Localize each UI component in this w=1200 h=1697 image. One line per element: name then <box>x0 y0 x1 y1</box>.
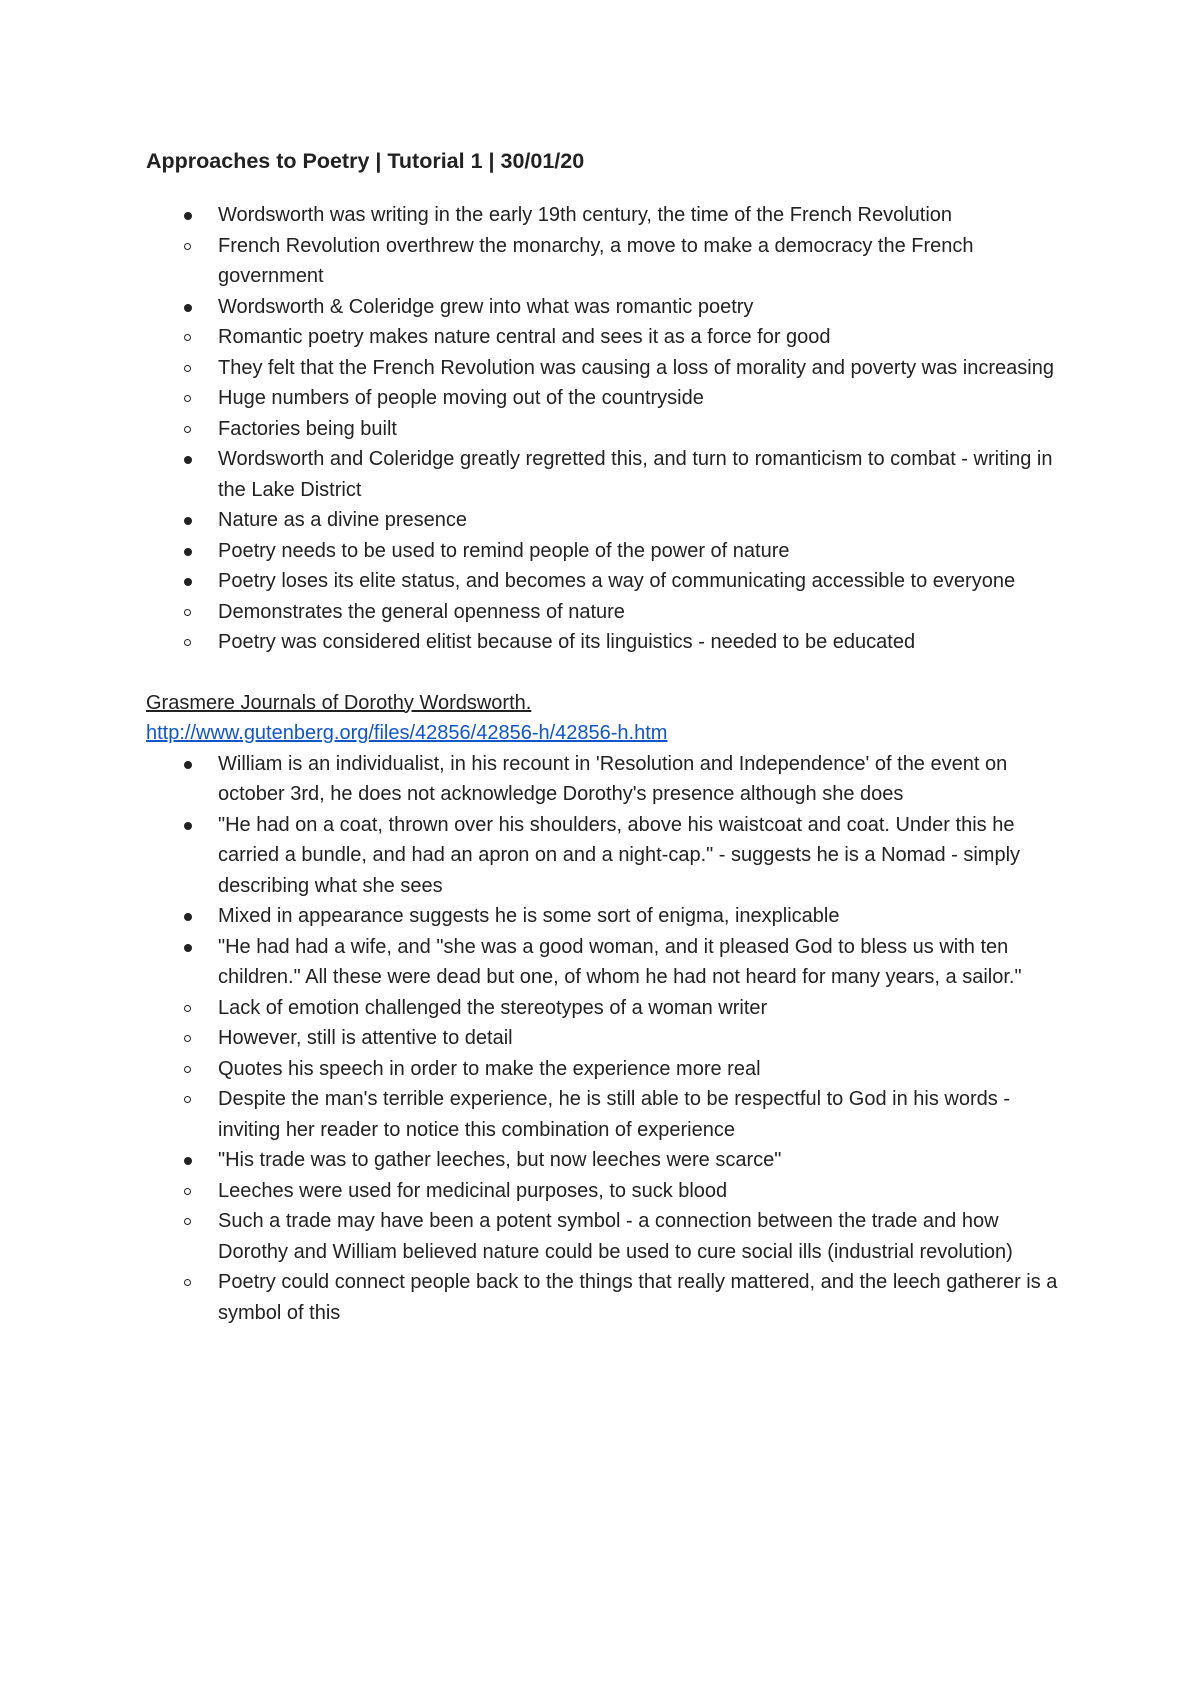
hollow-bullet-icon <box>184 1096 191 1103</box>
list-item <box>146 1145 1066 1176</box>
filled-bullet-icon <box>184 304 192 312</box>
filled-bullet-icon <box>184 822 192 830</box>
list-item <box>146 292 1066 323</box>
list-item-text: Nature as a divine presence <box>218 509 468 531</box>
list-item <box>146 932 1066 993</box>
sub-list-item-text: Factories being built <box>218 417 397 440</box>
list-item <box>146 901 1066 932</box>
hollow-bullet-icon <box>184 1218 191 1225</box>
sub-list-item <box>146 1176 1066 1207</box>
filled-bullet-icon <box>184 944 192 952</box>
sub-list-item-text: Leeches were used for medicinal purposes, to suck blood <box>218 1179 728 1202</box>
sub-list-item-text: Poetry was considered elitist because of its linguistics - needed to be educated <box>218 631 916 653</box>
gutenberg-link[interactable]: http://www.gutenberg.org/files/42856/42856-h/42856-h.htm <box>146 722 668 744</box>
list-item <box>146 810 1066 902</box>
hollow-bullet-icon <box>184 395 191 402</box>
hollow-bullet-icon <box>184 243 191 250</box>
list-item <box>146 505 1066 536</box>
sub-list-item-text: Huge numbers of people moving out of the countryside <box>218 387 704 409</box>
list-item-text: Poetry loses its elite status, and becomes a way of communicating accessible to everyone <box>218 570 1016 592</box>
list-item <box>146 566 1066 597</box>
sub-list-item <box>146 414 1066 445</box>
list-item <box>146 749 1066 810</box>
section-heading: Grasmere Journals of Dorothy Wordsworth. <box>146 691 532 714</box>
list-item-text: "He had on a coat, thrown over his shoulders, above his waistcoat and coat. Under this he carried a bundle, and had an apron on and a night-cap." - suggests he is a Nomad - simply describing what she sees <box>218 813 1021 897</box>
filled-bullet-icon <box>184 578 192 586</box>
filled-bullet-icon <box>184 456 192 464</box>
filled-bullet-icon <box>184 517 192 525</box>
hollow-bullet-icon <box>184 609 191 616</box>
document-body <box>146 146 1066 1328</box>
filled-bullet-icon <box>184 913 192 921</box>
list-item-text: William is an individualist, in his recount in 'Resolution and Independence' of the event on october 3rd, he does not acknowledge Dorothy's presence although she does <box>218 752 1008 805</box>
hollow-bullet-icon <box>184 1066 191 1073</box>
sub-list-item-text: Such a trade may have been a potent symbol - a connection between the trade and how Dorothy and William believed nature could be used to cure social ills (industrial revolution) <box>218 1210 1013 1263</box>
filled-bullet-icon <box>184 548 192 556</box>
sub-list-item-text: Quotes his speech in order to make the experience more real <box>218 1057 761 1080</box>
sub-list-item <box>146 1054 1066 1085</box>
hollow-bullet-icon <box>184 639 191 646</box>
hollow-bullet-icon <box>184 426 191 433</box>
list-item-text: "His trade was to gather leeches, but now leeches were scarce" <box>218 1149 782 1171</box>
sub-list-item <box>146 627 1066 658</box>
list-item <box>146 200 1066 231</box>
hollow-bullet-icon <box>184 365 191 372</box>
sub-list-item <box>146 353 1066 384</box>
sub-list-item-text: Demonstrates the general openness of nature <box>218 600 625 623</box>
hollow-bullet-icon <box>184 1005 191 1012</box>
sub-list-item <box>146 383 1066 414</box>
paragraph-gap <box>146 658 1066 688</box>
sub-list-item-text: French Revolution overthrew the monarchy, a move to make a democracy the French government <box>218 234 974 287</box>
list-item-text: Poetry needs to be used to remind people of the power of nature <box>218 539 790 562</box>
sub-list-item-text: However, still is attentive to detail <box>218 1027 513 1049</box>
page-title: Approaches to Poetry | Tutorial 1 | 30/01/20 <box>146 149 585 173</box>
list-item-text: Wordsworth was writing in the early 19th century, the time of the French Revolution <box>218 204 953 226</box>
journal-notes-list <box>146 749 1066 1329</box>
filled-bullet-icon <box>184 761 192 769</box>
sub-list-item <box>146 597 1066 628</box>
filled-bullet-icon <box>184 212 192 220</box>
sub-list-item <box>146 231 1066 292</box>
list-item <box>146 536 1066 567</box>
sub-list-item-text: Despite the man's terrible experience, he is still able to be respectful to God in his words - inviting her reader to notice this combination of experience <box>218 1088 1010 1141</box>
list-item-text: Wordsworth and Coleridge greatly regretted this, and turn to romanticism to combat - writing in the Lake District <box>218 448 1053 501</box>
sub-list-item-text: They felt that the French Revolution was causing a loss of morality and poverty was increasing <box>218 356 1054 379</box>
list-item <box>146 444 1066 505</box>
hollow-bullet-icon <box>184 334 191 341</box>
sub-list-item-text: Lack of emotion challenged the stereotypes of a woman writer <box>218 996 768 1019</box>
sub-list-item-text: Poetry could connect people back to the things that really mattered, and the leech gatherer is a symbol of this <box>218 1271 1058 1324</box>
sub-list-item <box>146 322 1066 353</box>
sub-list-item <box>146 1084 1066 1145</box>
sub-list-item <box>146 993 1066 1024</box>
hollow-bullet-icon <box>184 1035 191 1042</box>
sub-list-item <box>146 1023 1066 1054</box>
notes-list <box>146 200 1066 658</box>
sub-list-item <box>146 1267 1066 1328</box>
hollow-bullet-icon <box>184 1279 191 1286</box>
sub-list-item-text: Romantic poetry makes nature central and sees it as a force for good <box>218 326 831 348</box>
hollow-bullet-icon <box>184 1188 191 1195</box>
list-item-text: Mixed in appearance suggests he is some sort of enigma, inexplicable <box>218 905 840 927</box>
filled-bullet-icon <box>184 1157 192 1165</box>
list-item-text: Wordsworth & Coleridge grew into what was romantic poetry <box>218 295 754 318</box>
list-item-text: "He had had a wife, and "she was a good woman, and it pleased God to bless us with ten children." All these were dead but one, of whom he had not heard for many years, a sailor." <box>218 935 1022 988</box>
sub-list-item <box>146 1206 1066 1267</box>
